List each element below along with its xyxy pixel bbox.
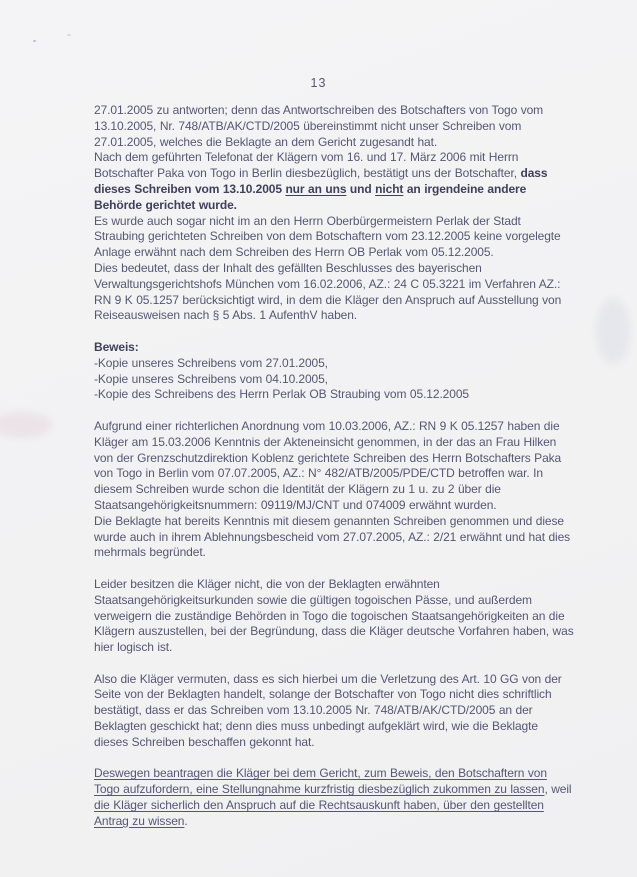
text-run: -Kopie unseres Schreibens vom 27.01.2005, xyxy=(94,355,328,370)
text-run: Leider besitzen die Kläger nicht, die von der Beklagten erwähnten Staatsangehörigkeitsurkunden sowie die gültigen togoischen Pässe, und außerdem verweigern die zuständige Behörden in Togo die togoischen Staatsangehörigkeiten an die Klägern auszustellen, bei der Begründung, dass die Kläger deutsche Vorfahren haben, was hier logisch ist. xyxy=(94,576,574,655)
scan-smudge xyxy=(596,298,630,364)
paragraph xyxy=(94,514,574,561)
scan-speck xyxy=(33,40,36,42)
text-run: -Kopie des Schreibens des Herrn Perlak OB Straubing vom 05.12.2005 xyxy=(94,387,469,402)
paragraph xyxy=(94,672,574,751)
text-run: Die Beklagte hat bereits Kenntnis mit diesem genannten Schreiben genommen und diese wurde auch in ihrem Ablehnungsbescheid vom 27.07.2005, AZ.: 2/21 erwähnt und hat dies mehrmals begründet. xyxy=(94,513,571,560)
text-run: Also die Kläger vermuten, dass es sich hierbei um die Verletzung des Art. 10 GG von der Seite von der Beklagten handelt, solange der Botschafter von Togo nicht dies schriftlich bestätigt, dass er das Schreiben vom 13.10.2005 Nr. 748/ATB/AK/CTD/2005 an der Beklagten geschickt hat; denn dies muss unbedingt aufgeklärt wird, wie die Beklagte dieses Schreiben beschaffen gekonnt hat. xyxy=(94,671,562,749)
document-body xyxy=(94,103,574,830)
paragraph xyxy=(94,214,574,261)
text-run: Es wurde auch sogar nicht im an den Herrn Oberbürgermeistern Perlak der Stadt Straubing gerichteten Schreiben von dem Botschaftern vom 23.12.2005 keine vorgelegte Anlage erwähnt nach dem Schreiben des Herrn OB Perlak vom 05.12.2005. xyxy=(94,213,561,260)
text-run: , weil xyxy=(544,782,572,797)
paragraph xyxy=(94,766,574,829)
paragraph xyxy=(94,261,574,324)
text-run: die Kläger sicherlich den Anspruch auf die Rechtsauskunft haben, über den gestellten Antrag zu wissen xyxy=(94,798,544,828)
text-run: und xyxy=(346,181,376,196)
paragraph xyxy=(94,419,574,514)
text-run: Dies bedeutet, dass der Inhalt des gefällten Beschlusses des bayerischen Verwaltungsgerichtshofs München vom 16.02.2006, AZ.: 24 C 05.3221 im Verfahren AZ.: RN 9 K 05.1257 berücksichtigt wird, in dem die Kläger den Anspruch auf Ausstellung von Reiseausweisen nach § 5 Abs. 1 AufenthV haben. xyxy=(94,260,562,323)
paragraph xyxy=(94,356,574,372)
text-run: Beweis: xyxy=(94,339,139,354)
paragraph xyxy=(94,387,574,403)
paragraph xyxy=(94,150,574,213)
paragraph xyxy=(94,103,574,150)
page-number: 13 xyxy=(310,76,327,90)
scan-speck xyxy=(67,34,71,36)
paragraph xyxy=(94,372,574,388)
text-run: nicht xyxy=(375,181,404,196)
text-run: nur an uns xyxy=(285,181,347,196)
scan-smudge xyxy=(0,412,52,438)
text-run: Aufgrund einer richterlichen Anordnung vom 10.03.2006, AZ.: RN 9 K 05.1257 haben die Kläger am 15.03.2006 Kenntnis der Akteneinsicht genommen, in der das an Frau Hilken von der Grenzschutzdirektion Koblenz gerichtete Schreiben des Herrn Botschafters Paka von Togo in Berlin vom 07.07.2005, AZ.: N° 482/ATB/2005/PDE/CTD betroffen war. In diesem Schreiben wurde schon die Identität der Klägern zu 1 u. zu 2 über die Staatsangehörigkeitsnummern: 09119/MJ/CNT und 074009 erwähnt wurden. xyxy=(94,418,562,512)
text-run: an irgendeine andere Behörde gerichtet wurde. xyxy=(94,181,527,212)
text-run: . xyxy=(184,813,188,828)
paragraph xyxy=(94,340,574,356)
text-run: dass dieses Schreiben vom 13.10.2005 xyxy=(94,166,548,196)
text-run: Deswegen beantragen die Kläger bei dem Gericht, zum Beweis, den Botschaftern von Togo aufzufordern, eine Stellungnahme kurzfristig diesbezüglich zukommen zu lassen xyxy=(94,766,547,797)
text-run: -Kopie unseres Schreibens vom 04.10.2005, xyxy=(94,371,328,386)
text-run: 27.01.2005 zu antworten; denn das Antwortschreiben des Botschafters von Togo vom 13.10.2005, Nr. 748/ATB/AK/CTD/2005 übereinstimmt nicht unser Schreiben vom 27.01.2005, welches die Beklagte an dem Gericht zugesandt hat. xyxy=(94,103,544,149)
text-run: Nach dem geführten Telefonat der Klägern vom 16. und 17. März 2006 mit Herrn Botschafter Paka von Togo in Berlin diesbezüglich, bestätigt uns der Botschafter, xyxy=(94,150,521,181)
paragraph xyxy=(94,577,574,656)
